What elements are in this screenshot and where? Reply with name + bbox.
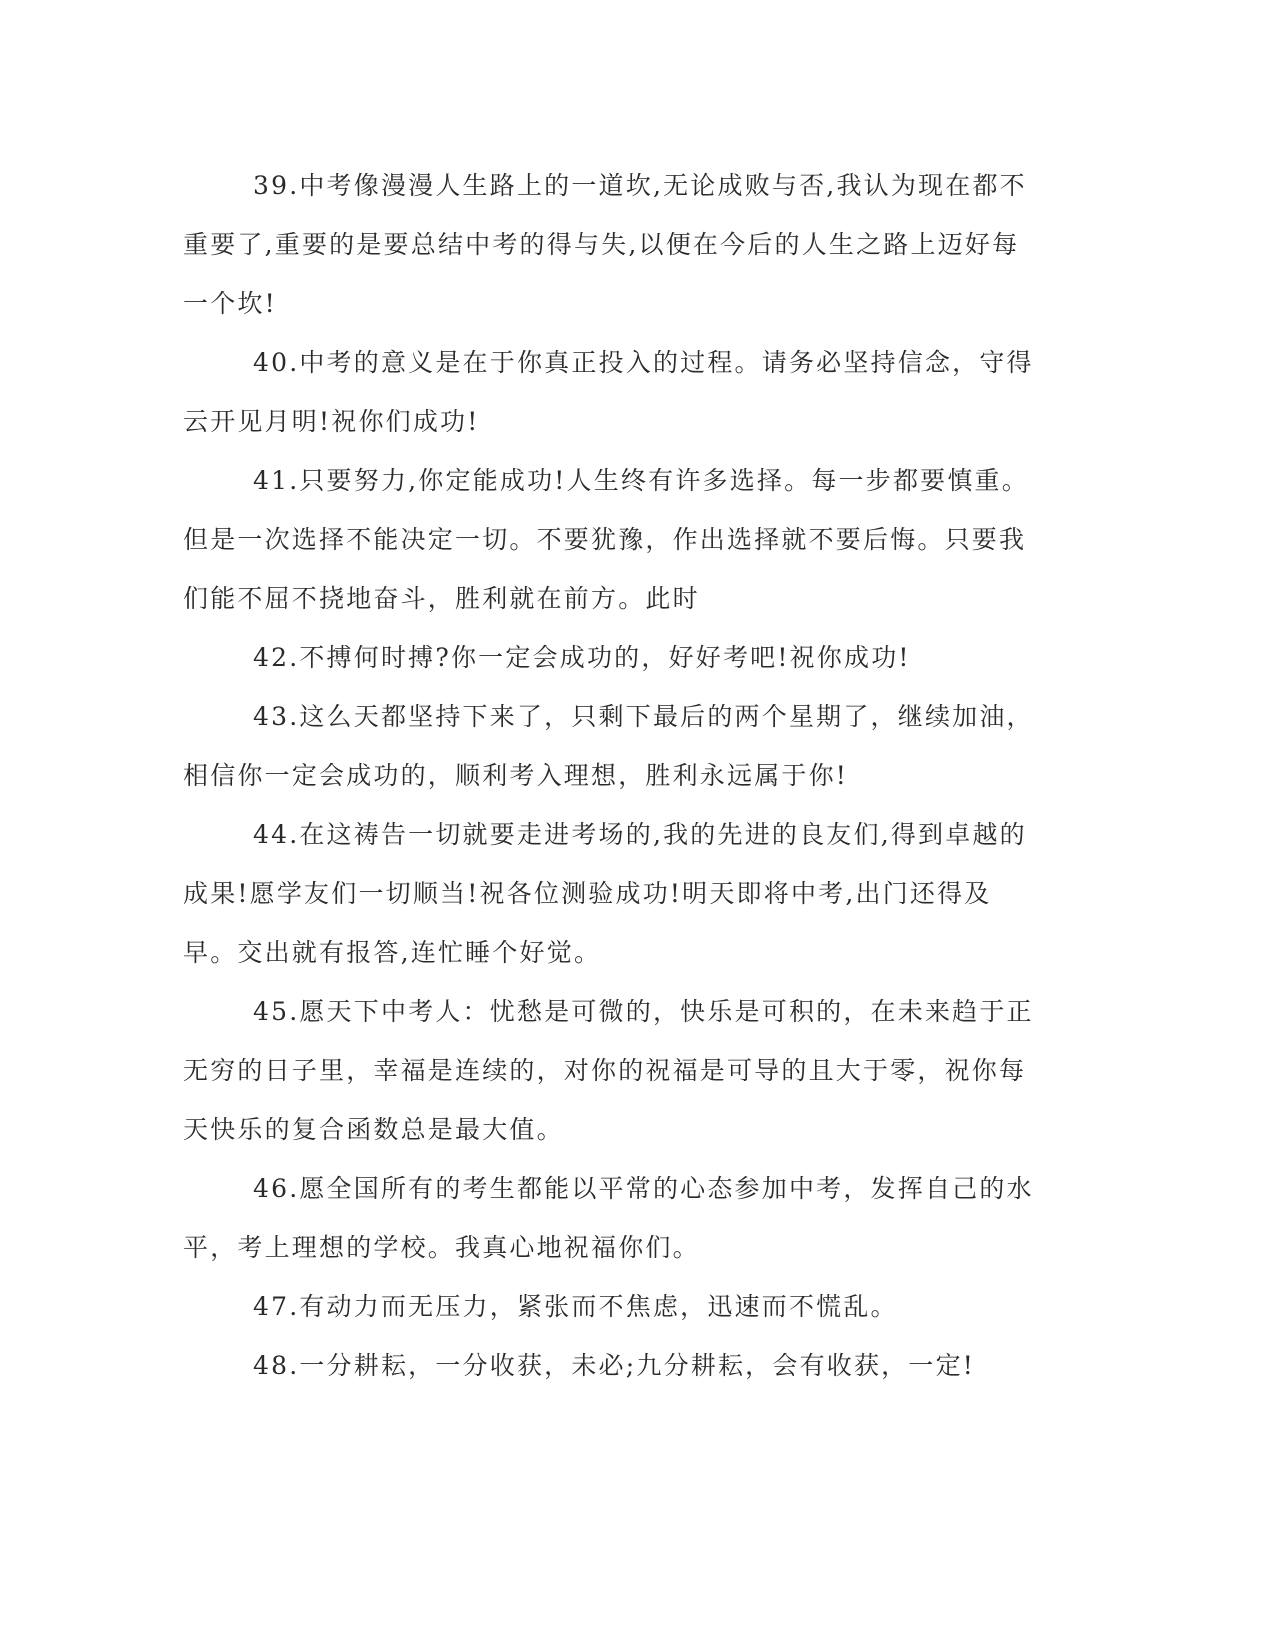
paragraph-44: 44.在这祷告一切就要走进考场的,我的先进的良友们,得到卓越的成果!愿学友们一切顺当!祝各位测验成功!明天即将中考,出门还得及早。交出就有报答,连忙睡个好觉。 [183,820,1027,967]
document-body [183,156,1043,1395]
paragraph-40: 40.中考的意义是在于你真正投入的过程。请务必坚持信念，守得云开见月明!祝你们成功! [183,348,1034,436]
paragraph-39: 39.中考像漫漫人生路上的一道坎,无论成败与否,我认为现在都不重要了,重要的是要总结中考的得与失,以便在今后的人生之路上迈好每一个坎! [183,171,1027,318]
paragraph-45: 45.愿天下中考人：忧愁是可微的，快乐是可积的，在未来趋于正无穷的日子里，幸福是连续的，对你的祝福是可导的且大于零，祝你每天快乐的复合函数总是最大值。 [183,997,1034,1144]
paragraph-42: 42.不搏何时搏?你一定会成功的，好好考吧!祝你成功! [253,643,911,672]
paragraph-41: 41.只要努力,你定能成功!人生终有许多选择。每一步都要慎重。但是一次选择不能决定一切。不要犹豫，作出选择就不要后悔。只要我们能不屈不挠地奋斗，胜利就在前方。此时 [183,466,1029,613]
paragraph-48: 48.一分耕耘，一分收获，未必;九分耕耘，会有收获，一定! [253,1351,976,1380]
paragraph-43: 43.这么天都坚持下来了，只剩下最后的两个星期了，继续加油，相信你一定会成功的，顺利考入理想，胜利永远属于你! [183,702,1034,790]
paragraph-47: 47.有动力而无压力，紧张而不焦虑，迅速而不慌乱。 [253,1292,898,1321]
paragraph-46: 46.愿全国所有的考生都能以平常的心态参加中考，发挥自己的水平，考上理想的学校。我真心地祝福你们。 [183,1174,1034,1262]
